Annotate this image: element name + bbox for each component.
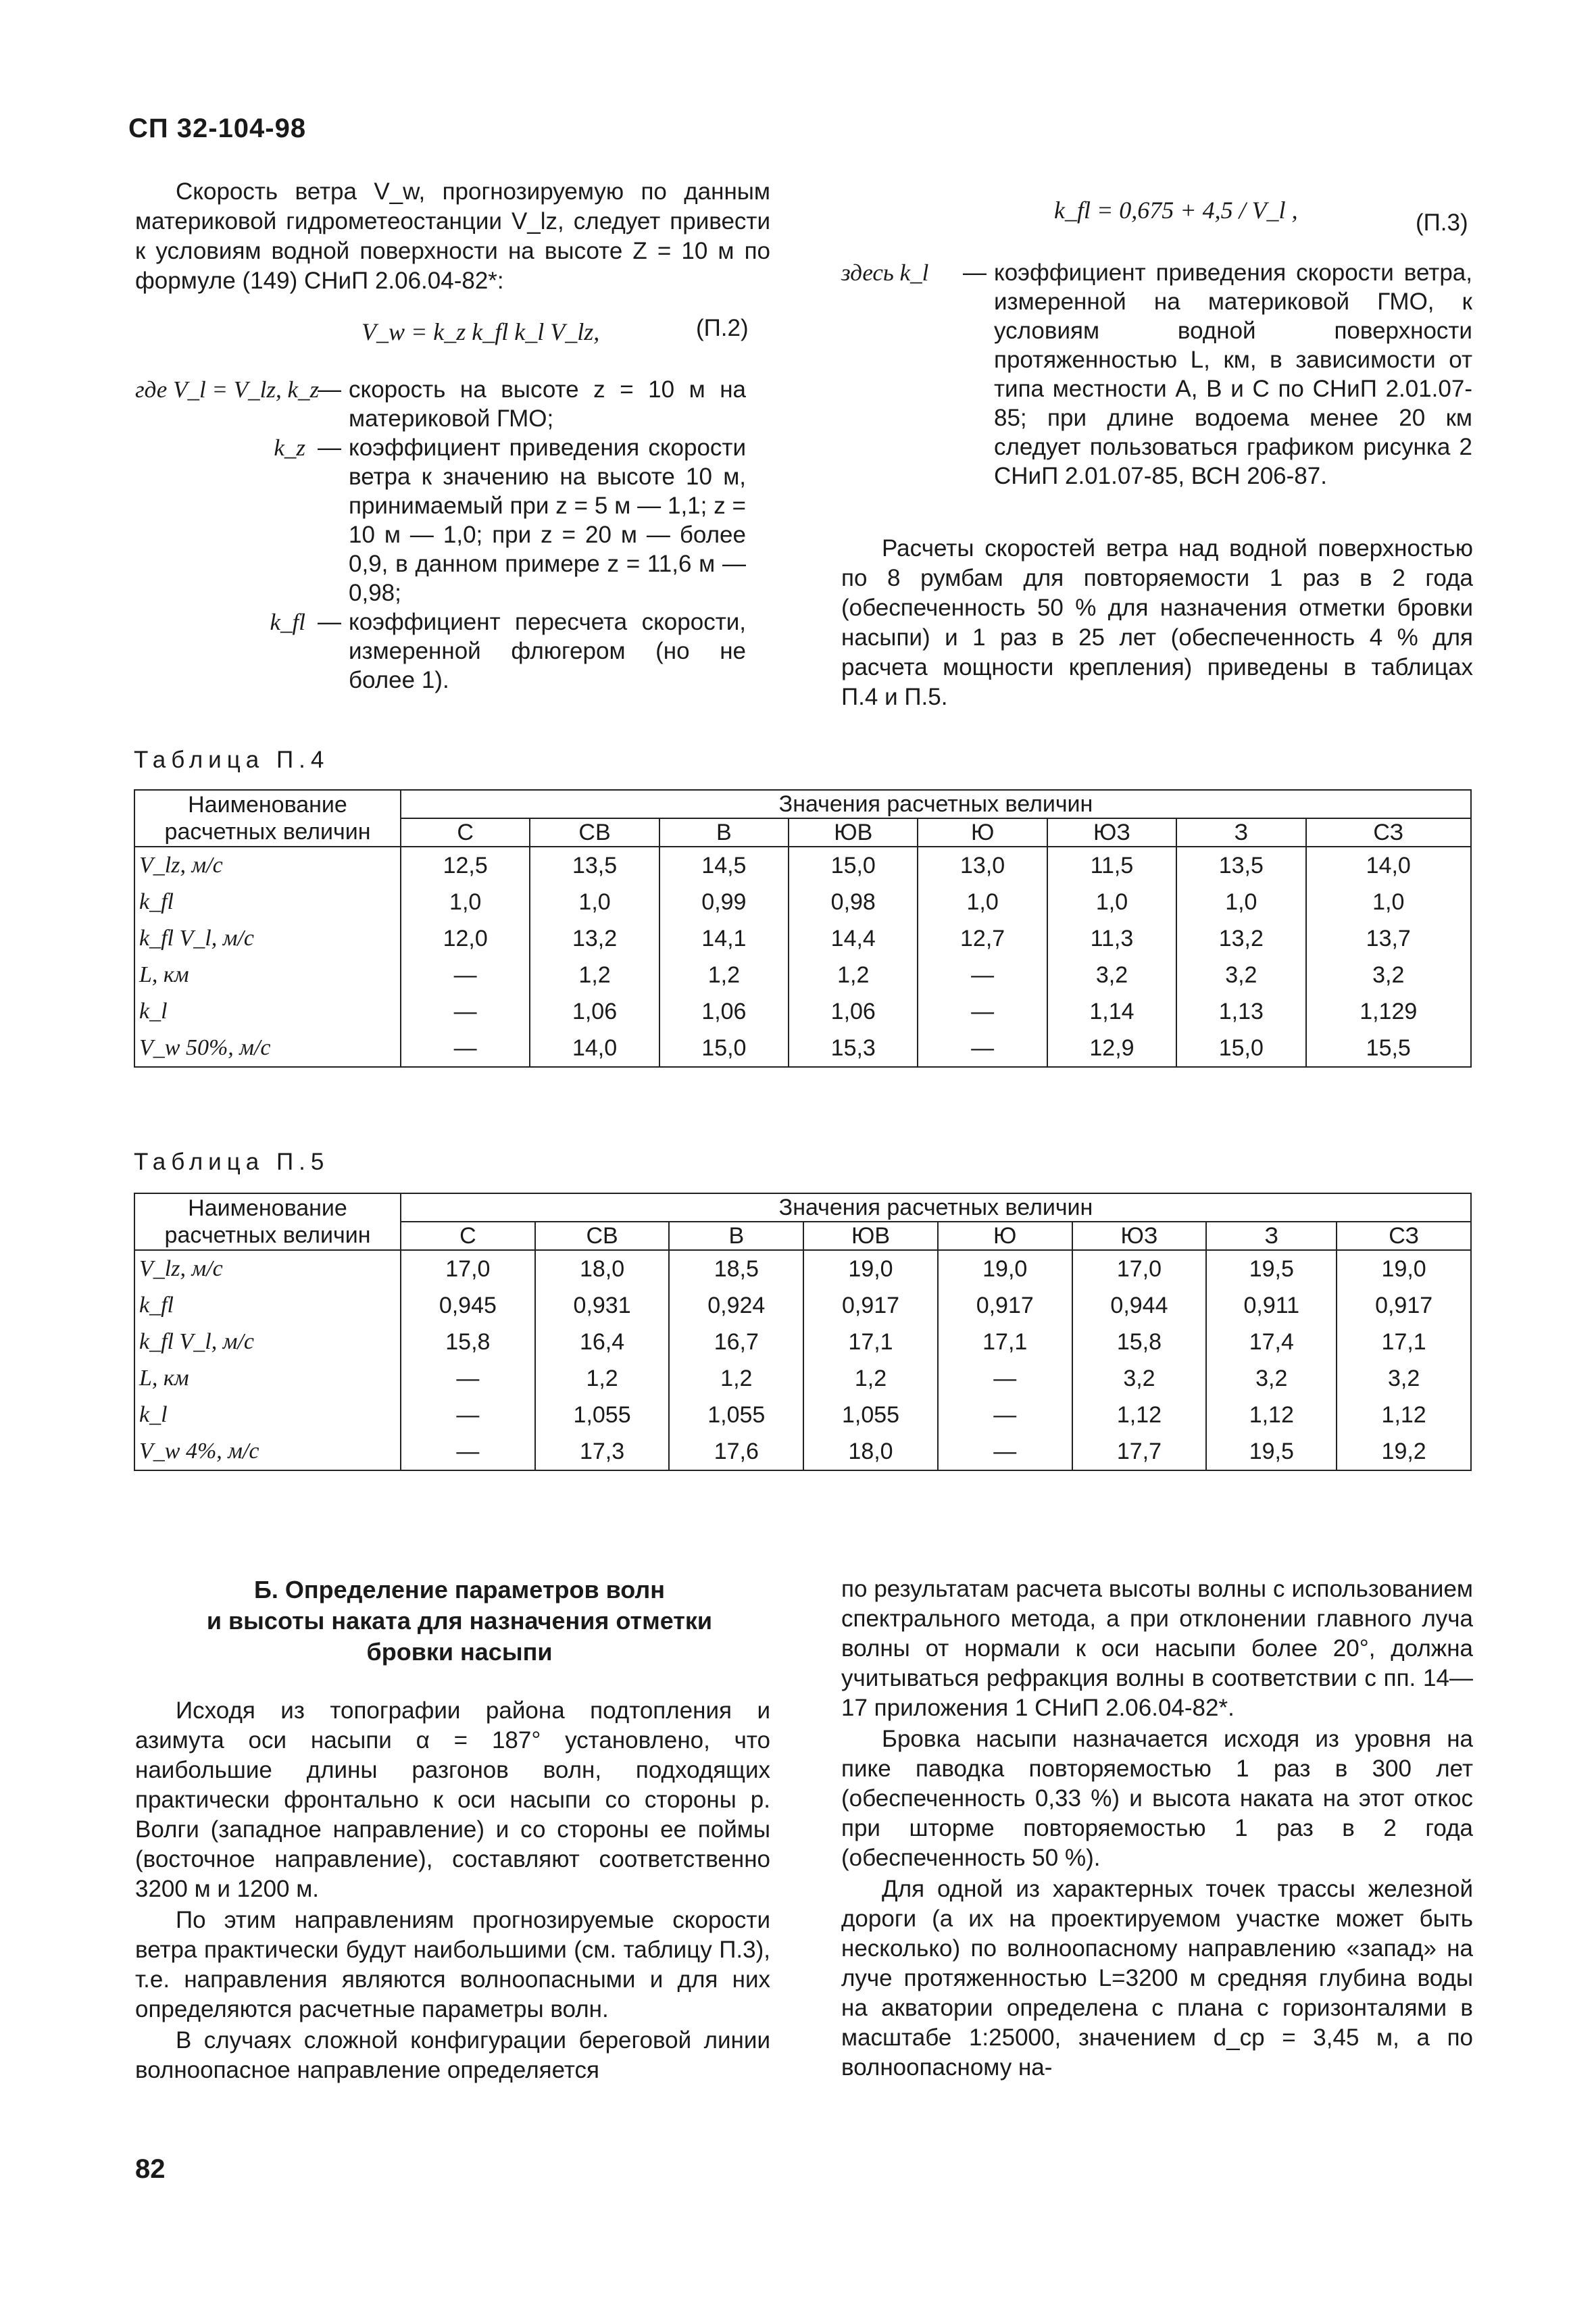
values-column: [535, 1250, 670, 1470]
table-cell-value: 17,1: [1381, 1329, 1426, 1355]
row-label: k_fl V_l, м/с: [139, 926, 254, 951]
table-cell-value: 3,2: [1123, 1366, 1155, 1391]
table-cell-value: 1,0: [449, 889, 482, 915]
definition-list-right: [841, 258, 1473, 491]
table-cell-value: 0,917: [841, 1293, 900, 1318]
definition-row: [135, 433, 770, 607]
table-cell-value: —: [453, 1035, 477, 1061]
values-column: [938, 1250, 1072, 1470]
values-column: [530, 847, 659, 1067]
table-p5-caption: Таблица П.5: [134, 1149, 330, 1175]
wind-calc-paragraph: [841, 534, 1473, 712]
row-label: L, км: [139, 1366, 189, 1391]
page-number: 82: [135, 2154, 166, 2184]
table-p4: [134, 789, 1472, 1068]
table-cell-value: 15,0: [830, 853, 876, 878]
table-p5: [134, 1193, 1472, 1471]
table-cell-value: 17,3: [579, 1439, 625, 1464]
definition-text: коэффициент пересчета скорости, измеренной флюгером (но не более 1).: [349, 609, 746, 693]
table-cell-value: 1,2: [586, 1366, 618, 1391]
values-column: [1337, 1250, 1471, 1470]
section-b-title-line: Б. Определение параметров волн: [254, 1576, 665, 1603]
table-cell-value: 15,8: [445, 1329, 491, 1355]
table-cell-value: 1,0: [1225, 889, 1257, 915]
row-labels-cell: [134, 1250, 401, 1470]
section-b-right-column: [841, 1574, 1473, 2083]
row-label: V_lz, м/с: [139, 853, 223, 878]
table-cell-value: —: [971, 999, 995, 1024]
table-cell-value: 15,0: [701, 1035, 747, 1061]
section-b-title-line: бровки насыпи: [366, 1638, 553, 1666]
direction-header: ЮЗ: [1072, 1222, 1207, 1250]
formula-p3: k_fl = 0,675 + 4,5 / V_l ,: [1054, 197, 1298, 224]
table-cell-value: 1,13: [1218, 999, 1264, 1024]
body-paragraph: по результатам расчета высоты волны с использованием спектрального метода, а при отклонении главного луча волны от нормали к оси насыпи более 20°, должна учитываться рефракция волны в соответствии с пп. 14—17 приложения 1 СНиП 2.06.04-82*.: [841, 1576, 1473, 1721]
table-header-values: Значения расчетных величин: [401, 1193, 1471, 1222]
table-cell-value: —: [971, 1035, 995, 1061]
direction-header: С: [401, 1222, 535, 1250]
table-cell-value: 19,0: [1381, 1256, 1426, 1282]
table-cell-value: 17,7: [1116, 1439, 1162, 1464]
table-cell-value: 0,945: [439, 1293, 497, 1318]
table-cell-value: 1,055: [841, 1402, 900, 1428]
values-column: [918, 847, 1047, 1067]
table-cell-value: 1,0: [1372, 889, 1405, 915]
direction-header: Ю: [938, 1222, 1072, 1250]
definition-list-left: [135, 375, 770, 695]
table-cell-value: 15,5: [1366, 1035, 1411, 1061]
table-cell-value: 3,2: [1387, 1366, 1420, 1391]
table-cell-value: 1,12: [1381, 1402, 1426, 1428]
table-header-name: Наименование расчетных величин: [134, 790, 401, 847]
definition-dash: —: [963, 259, 987, 286]
table-cell-value: —: [456, 1366, 480, 1391]
definition-row: [841, 258, 1473, 491]
values-column: [401, 847, 530, 1067]
definition-term: k_fl: [270, 609, 305, 635]
row-label: L, км: [139, 962, 189, 987]
row-label: k_fl: [139, 889, 174, 914]
definition-dash: —: [318, 376, 341, 403]
table-cell-value: —: [993, 1439, 1017, 1464]
direction-header: В: [659, 818, 789, 847]
values-column: [1306, 847, 1471, 1067]
table-body-row: [134, 1250, 1471, 1470]
table-cell-value: 1,129: [1360, 999, 1418, 1024]
formula-p2: V_w = k_z k_fl k_l V_lz,: [361, 318, 600, 345]
definition-term: где V_l = V_lz, k_z: [135, 376, 320, 403]
table-cell-value: 19,2: [1381, 1439, 1426, 1464]
section-b-left-column: [135, 1696, 770, 2085]
definition-text: коэффициент приведения скорости ветра, измеренной на материковой ГМО, к условиям водной поверхности протяженностью L, км, в зависимости от типа местности А, В и С по СНиП 2.01.07-85; при длине водоема менее 20 км следует пользоваться графиком рисунка 2 СНиП 2.01.07-85, ВСН 206-87.: [994, 259, 1472, 489]
table-cell-value: —: [453, 999, 477, 1024]
table-p4-caption: Таблица П.4: [134, 747, 330, 773]
body-paragraph: Бровка насыпи назначается исходя из уровня на пике паводка повторяемостью 1 раз в 300 лет (обеспеченность 0,33 %) и высота наката на этот откос при шторме повторяемостью 1 раз в 2 года (обеспеченность 50 %).: [841, 1726, 1473, 1871]
values-column: [803, 1250, 938, 1470]
definition-term: здесь k_l: [841, 259, 929, 286]
formula-p3-number: (П.3): [1416, 209, 1468, 236]
definition-row: [135, 375, 770, 433]
values-column: [401, 1250, 535, 1470]
table-cell-value: 3,2: [1372, 962, 1405, 988]
formula-p2-number: (П.2): [696, 315, 749, 341]
table-cell-value: 13,7: [1366, 926, 1411, 951]
table-cell-value: 13,2: [1218, 926, 1264, 951]
table-cell-value: 13,2: [572, 926, 618, 951]
table-cell-value: 0,911: [1243, 1293, 1300, 1318]
table-cell-value: 12,5: [443, 853, 488, 878]
row-label: V_w 50%, м/с: [139, 1035, 271, 1060]
direction-header: ЮВ: [789, 818, 918, 847]
table-header-values: Значения расчетных величин: [401, 790, 1471, 818]
direction-header: СВ: [535, 1222, 670, 1250]
table-cell-value: 11,3: [1090, 926, 1134, 951]
direction-header: С: [401, 818, 530, 847]
table-cell-value: —: [993, 1366, 1017, 1391]
table-cell-value: 1,2: [837, 962, 870, 988]
table-cell-value: 1,12: [1249, 1402, 1294, 1428]
definition-text: скорость на высоте z = 10 м на материковой ГМО;: [349, 376, 746, 432]
table-cell-value: 17,6: [714, 1439, 759, 1464]
table-cell-value: 18,5: [714, 1256, 759, 1282]
table-cell-value: 19,5: [1249, 1439, 1294, 1464]
definition-dash: —: [318, 434, 341, 461]
table-cell-value: —: [993, 1402, 1017, 1428]
table-cell-value: 19,5: [1249, 1256, 1294, 1282]
table-cell-value: 1,055: [573, 1402, 631, 1428]
wind-calc-text: Расчеты скоростей ветра над водной поверхностью по 8 румбам для повторяемости 1 раз в 2 года (обеспеченность 50 % для назначения отметки бровки насыпи) и 1 раз в 25 лет (обеспеченность 4 % для расчета мощности крепления) приведены в таблицах П.4 и П.5.: [841, 535, 1473, 710]
table-cell-value: 13,5: [1218, 853, 1264, 878]
table-cell-value: 3,2: [1255, 1366, 1288, 1391]
table-cell-value: 1,06: [572, 999, 618, 1024]
table-cell-value: 1,06: [701, 999, 747, 1024]
row-label: V_lz, м/с: [139, 1256, 223, 1281]
table-cell-value: —: [456, 1402, 480, 1428]
table-cell-value: 1,06: [830, 999, 876, 1024]
table-cell-value: 14,4: [830, 926, 876, 951]
table-cell-value: 14,1: [701, 926, 747, 951]
table-cell-value: 0,98: [830, 889, 876, 915]
table-cell-value: —: [971, 962, 995, 988]
values-column: [1047, 847, 1176, 1067]
table-cell-value: 1,055: [707, 1402, 766, 1428]
table-cell-value: 18,0: [848, 1439, 893, 1464]
table-cell-value: 1,12: [1116, 1402, 1162, 1428]
table-cell-value: 12,7: [960, 926, 1005, 951]
section-b-title-line: и высоты наката для назначения отметки: [206, 1607, 713, 1635]
direction-header: ЮЗ: [1047, 818, 1176, 847]
table-cell-value: 1,0: [578, 889, 611, 915]
table-cell-value: 1,2: [720, 1366, 753, 1391]
table-cell-value: 13,0: [960, 853, 1005, 878]
table-cell-value: 1,14: [1089, 999, 1134, 1024]
definition-dash: —: [318, 609, 341, 635]
table-header-name: Наименование расчетных величин: [134, 1193, 401, 1250]
values-column: [1176, 847, 1305, 1067]
table-cell-value: 19,0: [848, 1256, 893, 1282]
table-cell-value: 0,99: [701, 889, 747, 915]
direction-header: ЮВ: [803, 1222, 938, 1250]
body-paragraph: По этим направлениям прогнозируемые скорости ветра практически будут наибольшими (см. таблицу П.3), т.е. направления являются волноопасными и для них определяются расчетные параметры волн.: [135, 1907, 770, 2022]
definition-text: коэффициент приведения скорости ветра к значению на высоте 10 м, принимаемый при z = 5 м — 1,1; z = 10 м — 1,0; при z = 20 м — более 0,9, в данном примере z = 11,6 м — 0,98;: [349, 434, 746, 606]
row-labels-cell: [134, 847, 401, 1067]
table-cell-value: 1,2: [854, 1366, 887, 1391]
table-cell-value: 0,917: [976, 1293, 1034, 1318]
table-cell-value: 12,9: [1089, 1035, 1134, 1061]
definition-row: [135, 607, 770, 695]
table-cell-value: 1,0: [966, 889, 999, 915]
table-cell-value: 17,0: [445, 1256, 491, 1282]
table-cell-value: 15,0: [1218, 1035, 1264, 1061]
direction-header: СЗ: [1306, 818, 1471, 847]
table-body-row: [134, 847, 1471, 1067]
table-cell-value: 1,0: [1095, 889, 1128, 915]
table-cell-value: 3,2: [1095, 962, 1128, 988]
table-cell-value: 15,3: [830, 1035, 876, 1061]
table-cell-value: 1,2: [578, 962, 611, 988]
table-cell-value: 0,944: [1110, 1293, 1168, 1318]
table-cell-value: 0,924: [707, 1293, 766, 1318]
values-column: [1072, 1250, 1207, 1470]
direction-header: Ю: [918, 818, 1047, 847]
direction-header: З: [1176, 818, 1305, 847]
row-label: k_l: [139, 999, 168, 1024]
table-cell-value: 18,0: [579, 1256, 625, 1282]
body-paragraph: Для одной из характерных точек трассы железной дороги (а их на проектируемом участке может быть несколько) по волноопасному направлению «запад» на луче протяженностью L=3200 м средняя глубина воды на акватории определена с плана с горизонталями в масштабе 1:25000, значением d_ср = 3,45 м, а по волноопасному на-: [841, 1876, 1473, 2081]
table-cell-value: 0,917: [1375, 1293, 1433, 1318]
table-cell-value: 17,1: [848, 1329, 893, 1355]
table-cell-value: 15,8: [1116, 1329, 1162, 1355]
row-label: k_fl V_l, м/с: [139, 1329, 254, 1354]
table-cell-value: 17,1: [982, 1329, 1028, 1355]
section-b-heading: [135, 1574, 784, 1668]
table-cell-value: 17,4: [1249, 1329, 1294, 1355]
table-cell-value: 11,5: [1090, 853, 1134, 878]
table-cell-value: 3,2: [1225, 962, 1257, 988]
body-paragraph: Исходя из топографии района подтопления и азимута оси насыпи α = 187° установлено, что наибольшие длины разгонов волн, подходящих практически фронтально к оси насыпи со стороны р. Волги (западное направление) и со стороны ее поймы (восточное направление), составляют соответственно 3200 м и 1200 м.: [135, 1697, 770, 1902]
table-cell-value: 16,7: [714, 1329, 759, 1355]
direction-header: СЗ: [1337, 1222, 1471, 1250]
document-code: СП 32-104-98: [128, 114, 307, 143]
intro-paragraph: [135, 177, 770, 296]
table-cell-value: 19,0: [982, 1256, 1028, 1282]
values-column: [1206, 1250, 1337, 1470]
table-cell-value: —: [456, 1439, 480, 1464]
table-cell-value: 17,0: [1116, 1256, 1162, 1282]
table-cell-value: —: [453, 962, 477, 988]
direction-header: З: [1206, 1222, 1337, 1250]
table-cell-value: 16,4: [579, 1329, 625, 1355]
table-cell-value: 0,931: [573, 1293, 631, 1318]
row-label: V_w 4%, м/с: [139, 1439, 259, 1464]
body-paragraph: В случаях сложной конфигурации береговой линии волноопасное направление определяется: [135, 2027, 770, 2083]
values-column: [669, 1250, 803, 1470]
row-label: k_fl: [139, 1293, 174, 1318]
row-label: k_l: [139, 1402, 168, 1427]
table-cell-value: 14,0: [572, 1035, 618, 1061]
definition-term: k_z: [274, 434, 305, 461]
table-cell-value: 12,0: [443, 926, 488, 951]
direction-header: В: [669, 1222, 803, 1250]
intro-text: Скорость ветра V_w, прогнозируемую по данным материковой гидрометеостанции V_lz, следует привести к условиям водной поверхности на высоте Z = 10 м по формуле (149) СНиП 2.06.04-82*:: [135, 178, 770, 294]
table-cell-value: 14,5: [701, 853, 747, 878]
values-column: [789, 847, 918, 1067]
table-cell-value: 1,2: [707, 962, 741, 988]
values-column: [659, 847, 789, 1067]
direction-header: СВ: [530, 818, 659, 847]
table-cell-value: 13,5: [572, 853, 618, 878]
table-cell-value: 14,0: [1366, 853, 1411, 878]
